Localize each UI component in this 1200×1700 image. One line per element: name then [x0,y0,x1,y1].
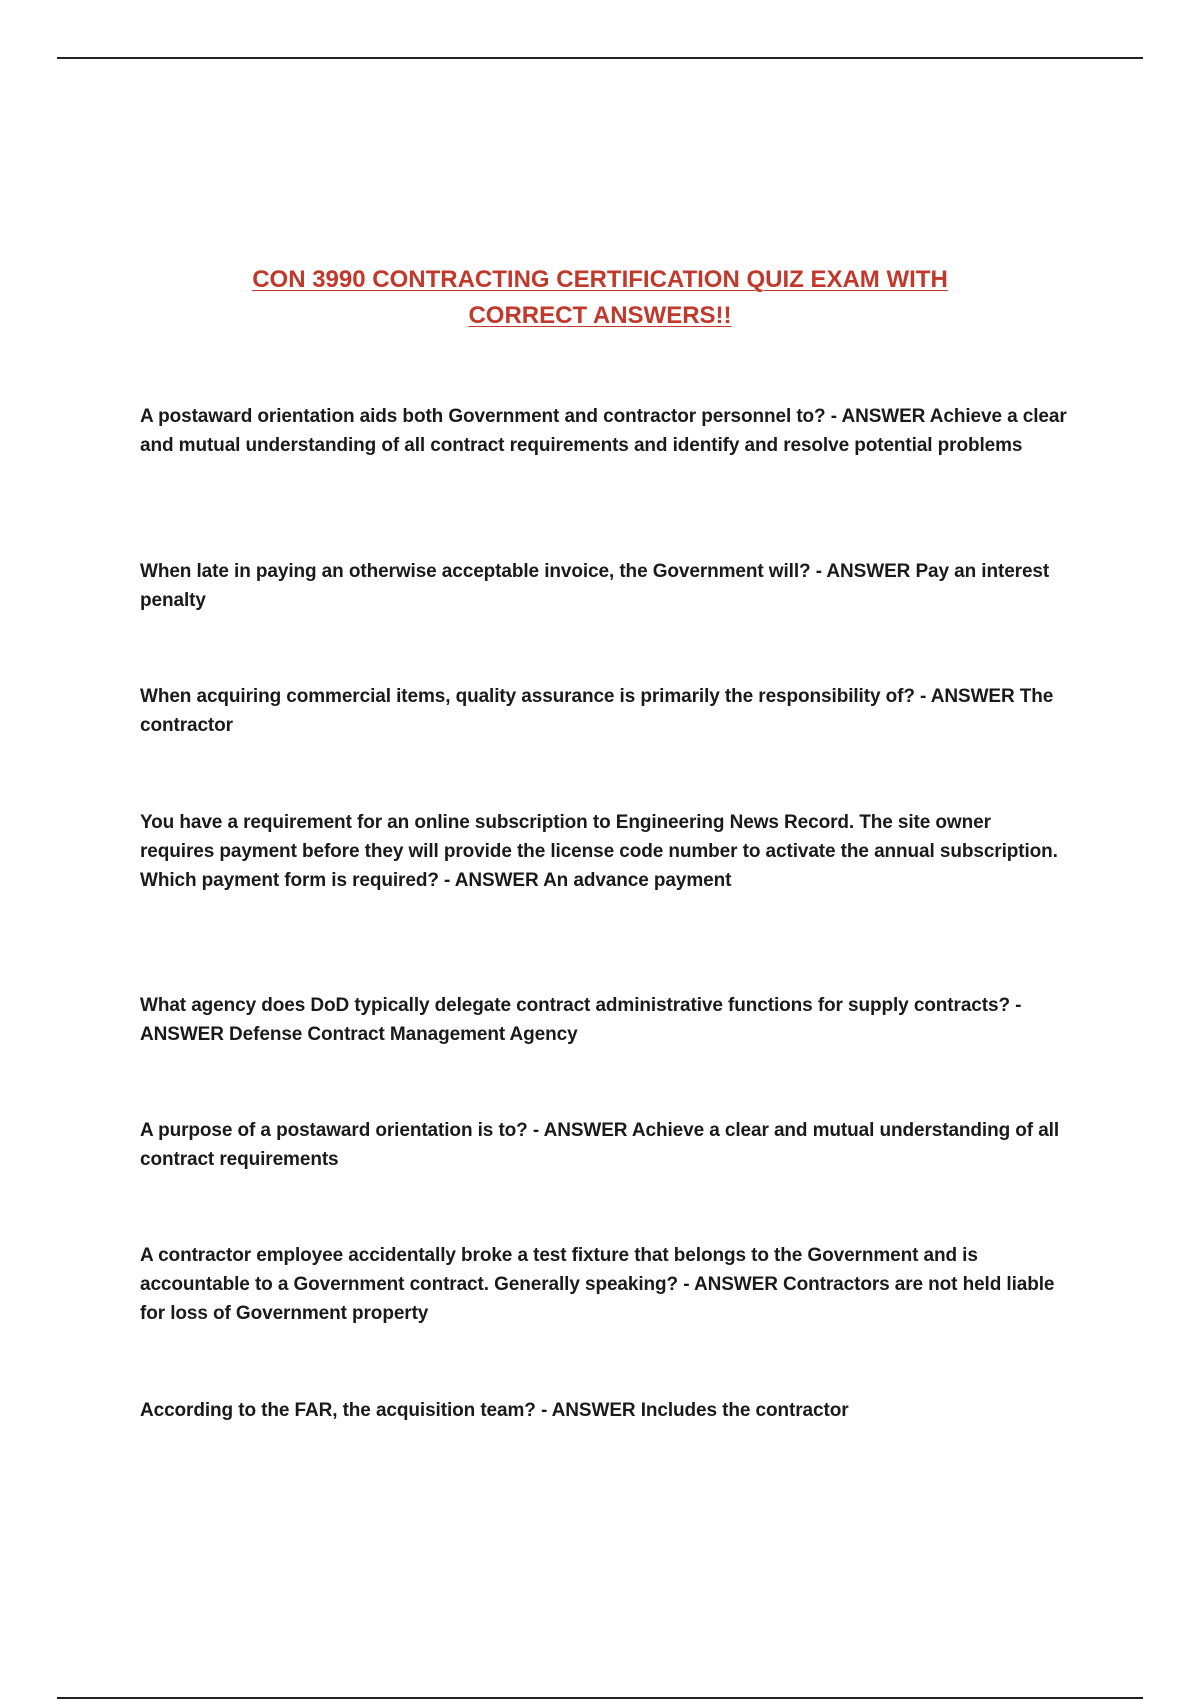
question-text: A purpose of a postaward orientation is to? [140,1120,528,1141]
answer-text: Includes the contractor [640,1400,849,1421]
answer-marker: - ANSWER [815,561,911,582]
answer-text: The contractor [140,686,1054,736]
top-rule [57,57,1143,59]
qa-item-1 [140,402,1070,460]
qa-item-7 [140,1241,1070,1328]
title-line-2: CORRECT ANSWERS!! [468,302,732,329]
answer-marker: - ANSWER [830,406,926,427]
bottom-rule [57,1697,1143,1699]
question-text: What agency does DoD typically delegate contract administrative functions for supply contracts? [140,995,1010,1016]
qa-item-3 [140,682,1070,740]
answer-text: Achieve a clear and mutual understanding of all contract requirements [140,1120,1060,1170]
title-line-1: CON 3990 CONTRACTING CERTIFICATION QUIZ EXAM WITH [252,266,948,293]
document-title [0,262,1200,334]
answer-text: An advance payment [543,870,732,891]
answer-marker: - ANSWER [920,686,1015,707]
qa-item-4 [140,808,1070,895]
answer-marker: - ANSWER [532,1120,628,1141]
answer-text: Defense Contract Management Agency [229,1024,578,1045]
answer-marker: - ANSWER [540,1400,636,1421]
qa-item-5 [140,991,1070,1049]
qa-item-8 [140,1396,1070,1425]
answer-text: Achieve a clear and mutual understanding of all contract requirements and identify and resolve potential problems [140,406,1067,456]
answer-marker: - ANSWER [140,995,1022,1045]
answer-marker: - ANSWER [444,870,539,891]
question-text: A postaward orientation aids both Government and contractor personnel to? [140,406,826,427]
answer-text: Contractors are not held liable for loss of Government property [140,1274,1055,1324]
qa-item-6 [140,1116,1070,1174]
question-text: You have a requirement for an online subscription to Engineering News Record. The site owner requires payment before they will provide the license code number to activate the annual subscription. Which payment form is required? [140,812,1058,891]
question-text: When late in paying an otherwise acceptable invoice, the Government will? [140,561,811,582]
answer-text: Pay an interest penalty [140,561,1050,611]
question-text: When acquiring commercial items, quality assurance is primarily the responsibility of? [140,686,915,707]
question-text: According to the FAR, the acquisition team? [140,1400,536,1421]
question-text: A contractor employee accidentally broke a test fixture that belongs to the Government and is accountable to a Government contract. Generally speaking? [140,1245,978,1295]
answer-marker: - ANSWER [683,1274,778,1295]
qa-item-2 [140,557,1070,615]
